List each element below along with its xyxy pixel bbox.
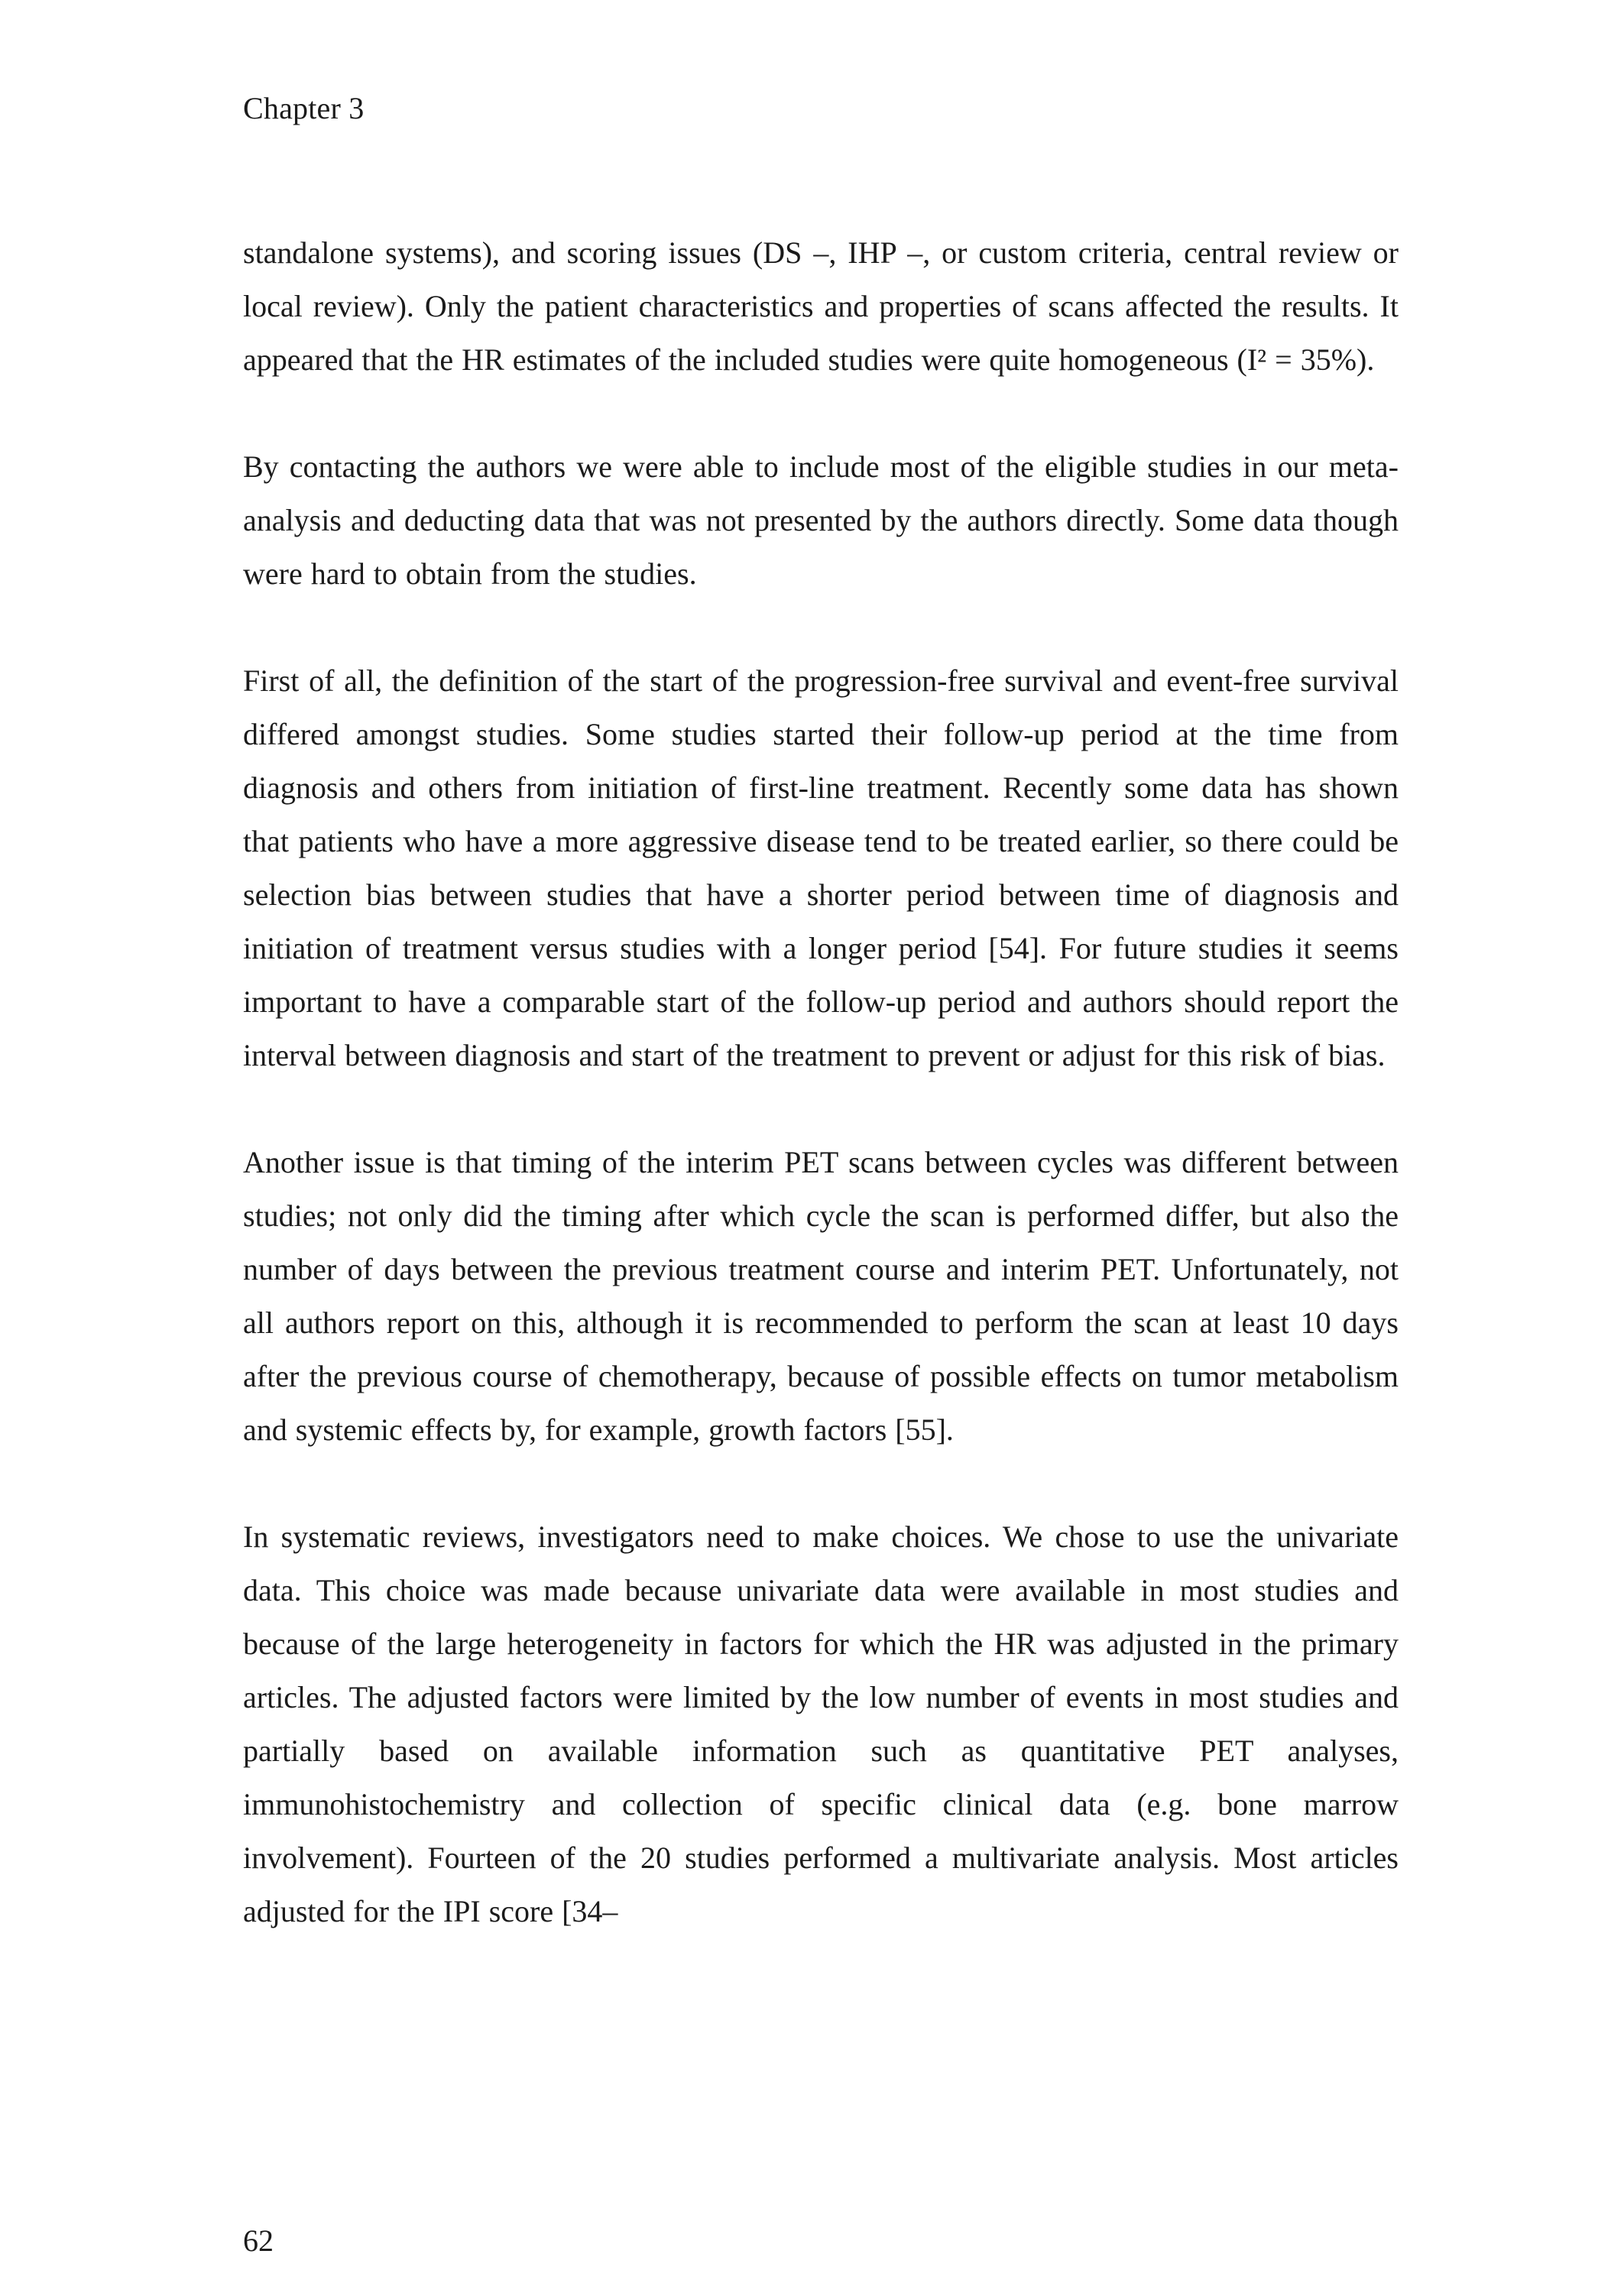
paragraph-systematic-reviews: In systematic reviews, investigators need to make choices. We chose to use the univariate data. This choice was made because univariate data were available in most studies and because of the large heterogeneity in factors for which the HR was adjusted in the primary articles. The adjusted factors were limited by the low number of events in most studies and partially based on available information such as quantitative PET analyses, immunohistochemistry and collection of specific clinical data (e.g. bone marrow involvement). Fourteen of the 20 studies performed a multivariate analysis. Most articles adjusted for the IPI score [34– (243, 1519, 1399, 1928)
paragraph-contacting-authors: By contacting the authors we were able to include most of the eligible studies in our meta-analysis and deducting data that was not presented by the authors directly. Some data though were hard to obtain from the studies. (243, 449, 1399, 591)
body-text-block (243, 226, 1399, 1938)
paragraph-survival-definition: First of all, the definition of the start of the progression-free survival and event-free survival differed amongst studies. Some studies started their follow-up period at the time from diagnosis and others from initiation of first-line treatment. Recently some data has shown that patients who have a more aggressive disease tend to be treated earlier, so there could be selection bias between studies that have a shorter period between time of diagnosis and initiation of treatment versus studies with a longer period [54]. For future studies it seems important to have a comparable start of the follow-up period and authors should report the interval between diagnosis and start of the treatment to prevent or adjust for this risk of bias. (243, 663, 1399, 1072)
paragraph-pet-timing: Another issue is that timing of the interim PET scans between cycles was different between studies; not only did the timing after which cycle the scan is performed differ, but also the number of days between the previous treatment course and interim PET. Unfortunately, not all authors report on this, although it is recommended to perform the scan at least 10 days after the previous course of chemotherapy, because of possible effects on tumor metabolism and systemic effects by, for example, growth factors [55]. (243, 1145, 1399, 1447)
chapter-running-header: Chapter 3 (243, 91, 365, 125)
page-number: 62 (243, 2223, 274, 2258)
paragraph-scoring-issues: standalone systems), and scoring issues (DS –, IHP –, or custom criteria, central review or local review). Only the patient characteristics and properties of scans affected the results. It appeared that the HR estimates of the included studies were quite homogeneous (I² = 35%). (243, 235, 1399, 377)
